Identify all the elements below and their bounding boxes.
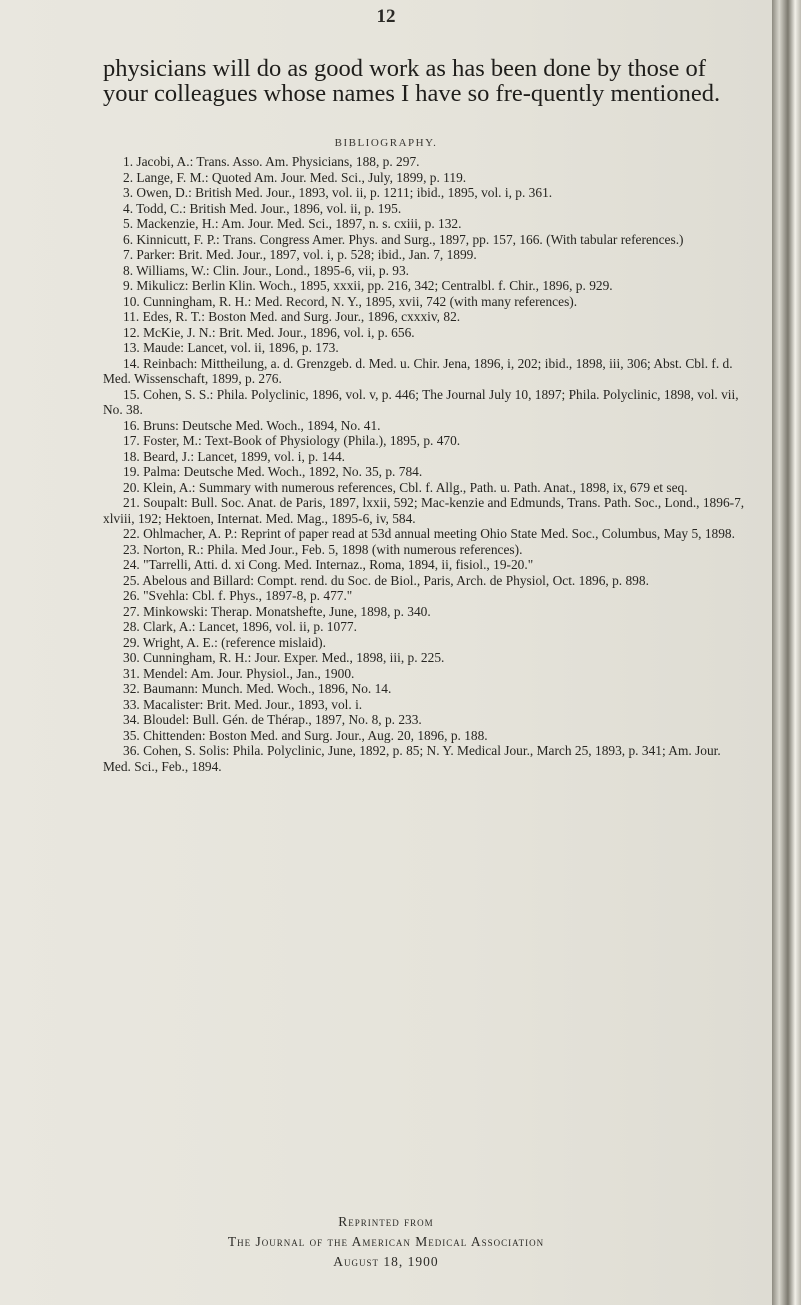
- reference-item: 6. Kinnicutt, F. P.: Trans. Congress Amer. Phys. and Surg., 1897, pp. 157, 166. (With tabular references.): [123, 231, 684, 247]
- reference-item: 29. Wright, A. E.: (reference mislaid).: [123, 634, 326, 650]
- date-line: August 18, 1900: [333, 1254, 439, 1269]
- reference-item: 31. Mendel: Am. Jour. Physiol., Jan., 1900.: [123, 665, 355, 681]
- reference-item: 21. Soupalt: Bull. Soc. Anat. de Paris, 1897, lxxii, 592; Mac-kenzie and Edmunds, Trans. Path. Soc., Lond., 1896-7, xlviii, 192; Hektoen, Internat. Med. Mag., 1895-6, iv, 584.: [103, 495, 745, 526]
- bibliography-heading: BIBLIOGRAPHY.: [334, 137, 438, 149]
- reference-item: 1. Jacobi, A.: Trans. Asso. Am. Physicians, 188, p. 297.: [123, 154, 420, 169]
- journal-line: The Journal of the American Medical Association: [227, 1234, 545, 1249]
- reference-item: 20. Klein, A.: Summary with numerous references, Cbl. f. Allg., Path. u. Path. Anat., 1898, ix, 679 et seq.: [123, 479, 688, 495]
- reference-item: 19. Palma: Deutsche Med. Woch., 1892, No. 35, p. 784.: [123, 464, 423, 479]
- book-edge: [772, 0, 801, 1305]
- reference-item: 32. Baumann: Munch. Med. Woch., 1896, No. 14.: [123, 681, 392, 696]
- reference-item: 5. Mackenzie, H.: Am. Jour. Med. Sci., 1897, n. s. cxiii, p. 132.: [123, 216, 462, 231]
- reference-item: 23. Norton, R.: Phila. Med Jour., Feb. 5, 1898 (with numerous references).: [123, 541, 523, 557]
- reference-item: 18. Beard, J.: Lancet, 1899, vol. i, p. 144.: [123, 448, 346, 464]
- reference-item: 13. Maude: Lancet, vol. ii, 1896, p. 173.: [123, 340, 339, 355]
- reference-item: 12. McKie, J. N.: Brit. Med. Jour., 1896, vol. i, p. 656.: [123, 324, 415, 340]
- reference-item: 24. "Tarrelli, Atti. d. xi Cong. Med. Internaz., Roma, 1894, ii, fisiol., 19-20.": [123, 557, 534, 572]
- reference-item: 36. Cohen, S. Solis: Phila. Polyclinic, June, 1892, p. 85; N. Y. Medical Jour., March 25, 1893, p. 341; Am. Jour. Med. Sci., Feb., 1894.: [103, 743, 721, 774]
- reference-item: 2. Lange, F. M.: Quoted Am. Jour. Med. Sci., July, 1899, p. 119.: [123, 169, 467, 185]
- reference-item: 16. Bruns: Deutsche Med. Woch., 1894, No. 41.: [123, 417, 381, 433]
- reference-item: 28. Clark, A.: Lancet, 1896, vol. ii, p. 1077.: [123, 619, 357, 634]
- reference-list: [103, 154, 751, 774]
- reference-item: 35. Chittenden: Boston Med. and Surg. Jour., Aug. 20, 1896, p. 188.: [123, 727, 488, 743]
- page-number: 12: [376, 6, 396, 27]
- reference-item: 34. Bloudel: Bull. Gén. de Thérap., 1897, No. 8, p. 233.: [123, 712, 422, 727]
- intro-paragraph: physicians will do as good work as has been done by those of your colleagues whose names I have so fre-quently mentioned.: [103, 55, 721, 107]
- reference-item: 27. Minkowski: Therap. Monatshefte, June, 1898, p. 340.: [123, 603, 431, 619]
- reference-item: 15. Cohen, S. S.: Phila. Polyclinic, 1896, vol. v, p. 446; The Journal July 10, 1897; Phila. Polyclinic, 1898, vol. vii, No. 38.: [103, 386, 739, 417]
- reprint-line: Reprinted from: [338, 1214, 434, 1229]
- reference-item: 17. Foster, M.: Text-Book of Physiology (Phila.), 1895, p. 470.: [123, 433, 461, 448]
- reference-item: 7. Parker: Brit. Med. Jour., 1897, vol. i, p. 528; ibid., Jan. 7, 1899.: [123, 247, 477, 262]
- reference-item: 10. Cunningham, R. H.: Med. Record, N. Y., 1895, xvii, 742 (with many references).: [123, 293, 578, 309]
- reference-item: 26. "Svehla: Cbl. f. Phys., 1897-8, p. 477.": [123, 588, 353, 603]
- reference-item: 8. Williams, W.: Clin. Jour., Lond., 1895-6, vii, p. 93.: [123, 262, 410, 278]
- reference-item: 9. Mikulicz: Berlin Klin. Woch., 1895, xxxii, pp. 216, 342; Centralbl. f. Chir., 1896, p. 929.: [123, 278, 613, 293]
- reference-item: 14. Reinbach: Mittheilung, a. d. Grenzgeb. d. Med. u. Chir. Jena, 1896, i, 202; ibid., 1898, iii, 306; Abst. Cbl. f. d. Med. Wissenschaft, 1899, p. 276.: [103, 355, 733, 386]
- reference-item: 3. Owen, D.: British Med. Jour., 1893, vol. ii, p. 1211; ibid., 1895, vol. i, p. 361.: [123, 185, 553, 200]
- reference-item: 30. Cunningham, R. H.: Jour. Exper. Med., 1898, iii, p. 225.: [123, 650, 445, 665]
- reference-item: 33. Macalister: Brit. Med. Jour., 1893, vol. i.: [123, 696, 363, 712]
- reference-item: 22. Ohlmacher, A. P.: Reprint of paper read at 53d annual meeting Ohio State Med. Soc., Columbus, May 5, 1898.: [123, 526, 735, 541]
- reference-item: 4. Todd, C.: British Med. Jour., 1896, vol. ii, p. 195.: [123, 200, 402, 216]
- reference-item: 11. Edes, R. T.: Boston Med. and Surg. Jour., 1896, cxxxiv, 82.: [123, 309, 461, 324]
- reprint-footer: [0, 1212, 772, 1272]
- reference-item: 25. Abelous and Billard: Compt. rend. du Soc. de Biol., Paris, Arch. de Physiol, Oct. 1896, p. 898.: [123, 572, 649, 588]
